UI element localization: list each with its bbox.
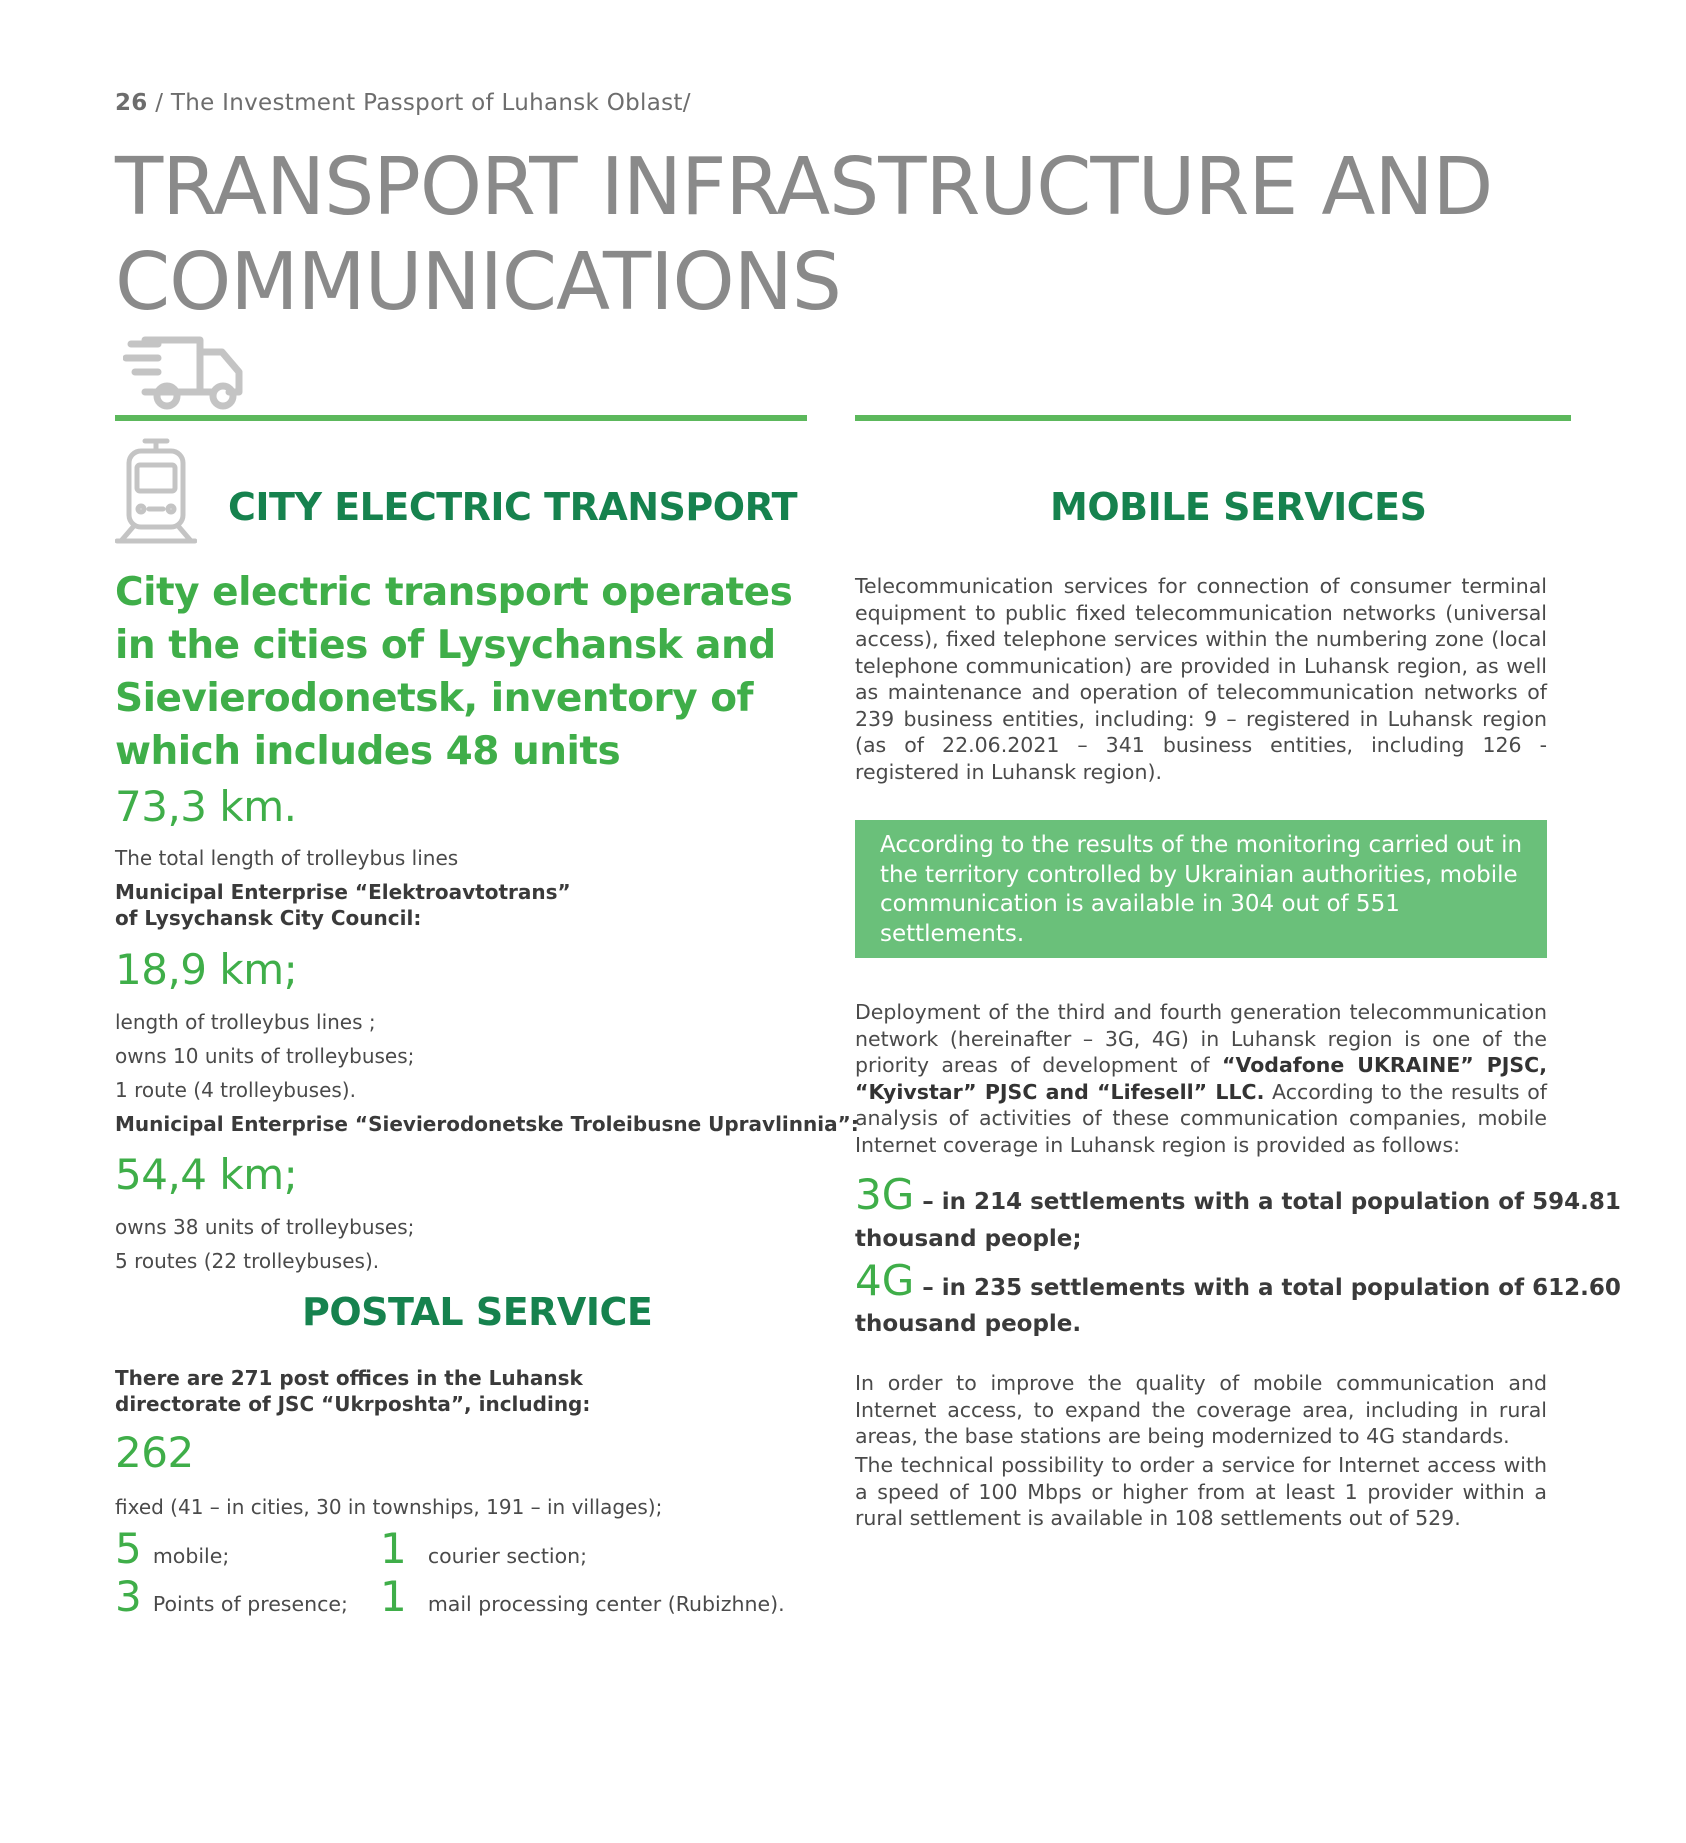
coverage-3g-label: 3G [855, 1170, 915, 1219]
running-title: / The Investment Passport of Luhansk Oblast/ [155, 90, 691, 116]
city-transport-heading: CITY ELECTRIC TRANSPORT [228, 485, 798, 529]
postal-item [115, 1574, 348, 1620]
coverage-3g-text: – in 214 settlements with a total population of 594.81 [914, 1189, 1621, 1215]
city-transport-lead: City electric transport operates in the cities of Lysychansk and Sievierodonetsk, inventory of which includes 48 units [115, 570, 793, 774]
total-length-value: 73,3 km. [115, 782, 297, 831]
mobile-paragraph-2-part-c: According to the results of analysis of activities of these communication companies, mobile Internet coverage in Luhansk region is provided as follows: [855, 1079, 1547, 1157]
mobile-paragraph-1: Telecommunication services for connection of consumer terminal equipment to public fixed telecommunication networks (universal access), fixed telephone services within the numbering zone (local telephone communication) are provided in Luhansk region, as well as maintenance and operation of telecommunication networks of 239 business entities, including: 9 – registered in Luhansk region (as of 22.06.2021 – 341 business entities, including 126 - registered in Luhansk region). [855, 574, 1547, 784]
enterprise2-name: Municipal Enterprise “Sievierodonetske Troleibusne Upravlinnia”: [115, 1112, 859, 1136]
postal-item [380, 1526, 587, 1572]
mobile-heading: MOBILE SERVICES [1050, 485, 1427, 529]
page-title-line1: TRANSPORT INFRASTRUCTURE AND [115, 141, 1493, 233]
enterprise2-length-value: 54,4 km; [115, 1150, 298, 1199]
postal-item-number: 3 [115, 1572, 142, 1621]
enterprise1-name-line2: of Lysychansk City Council: [115, 906, 422, 930]
postal-heading: POSTAL SERVICE [302, 1290, 653, 1334]
coverage-3g-text-cont: thousand people; [855, 1226, 1082, 1252]
enterprise1-item-lines: length of trolleybus lines ; [115, 1010, 376, 1034]
coverage-4g [855, 1256, 1621, 1305]
page-title-line2: COMMUNICATIONS [115, 236, 841, 328]
page-title [115, 140, 1492, 330]
mobile-paragraph-4: The technical possibility to order a service for Internet access with a speed of 100 Mbps or higher from at least 1 provider within a rural settlement is available in 108 settlements out of 529. [855, 1453, 1547, 1530]
page-number: 26 [115, 90, 148, 116]
postal-item [115, 1526, 229, 1572]
postal-intro-line1: There are 271 post offices in the Luhansk [115, 1366, 583, 1390]
coverage-4g-label: 4G [855, 1256, 915, 1305]
fast-delivery-truck-icon [123, 330, 245, 412]
enterprise2-item-routes: 5 routes (22 trolleybuses). [115, 1249, 380, 1273]
postal-item-label: Points of presence; [152, 1592, 348, 1616]
enterprise1-length-value: 18,9 km; [115, 945, 298, 994]
monitoring-highlight-text: According to the results of the monitoring carried out in the territory controlled by Ukrainian authorities, mobile communication is available in 304 out of 551 settlements. [880, 832, 1523, 947]
mobile-paragraph-2 [855, 999, 1547, 1158]
coverage-3g [855, 1170, 1621, 1219]
postal-item-number: 1 [380, 1524, 407, 1573]
postal-item [380, 1574, 785, 1620]
running-header [115, 90, 691, 116]
enterprise1-name-line1: Municipal Enterprise “Elektroavtotrans” [115, 880, 571, 904]
tram-icon [115, 437, 197, 545]
fixed-offices-label: fixed (41 – in cities, 30 in townships, 191 – in villages); [115, 1495, 663, 1519]
operators-list: “Vodafone UKRAINE” PJSC, “Kyivstar” PJSC and “Lifesell” LLC. [855, 1053, 1547, 1104]
postal-item-label: courier section; [427, 1544, 588, 1568]
enterprise1-item-routes: 1 route (4 trolleybuses). [115, 1078, 356, 1102]
postal-item-number: 1 [380, 1572, 407, 1621]
postal-item-label: mobile; [152, 1544, 230, 1568]
fixed-offices-value: 262 [115, 1428, 194, 1477]
postal-item-label: mail processing center (Rubizhne). [427, 1592, 785, 1616]
enterprise2-item-trolleybuses: owns 38 units of trolleybuses; [115, 1215, 415, 1239]
section-divider-left [115, 415, 807, 421]
monitoring-highlight-box [855, 820, 1547, 958]
postal-item-number: 5 [115, 1524, 142, 1573]
coverage-4g-text: – in 235 settlements with a total population of 612.60 [914, 1275, 1621, 1301]
mobile-paragraph-2-part-a: Deployment of the third and fourth generation telecommunication network (hereinafter – 3G, 4G) in Luhansk region is one of the priority areas of development of [855, 1000, 1547, 1077]
enterprise1-item-trolleybuses: owns 10 units of trolleybuses; [115, 1044, 415, 1068]
postal-intro-line2: directorate of JSC “Ukrposhta”, including: [115, 1392, 591, 1416]
total-length-label: The total length of trolleybus lines [115, 846, 459, 870]
section-divider-right [855, 415, 1571, 421]
mobile-paragraph-3: In order to improve the quality of mobile communication and Internet access, to expand the coverage area, including in rural areas, the base stations are being modernized to 4G standards. [855, 1371, 1547, 1448]
coverage-4g-text-cont: thousand people. [855, 1311, 1082, 1337]
